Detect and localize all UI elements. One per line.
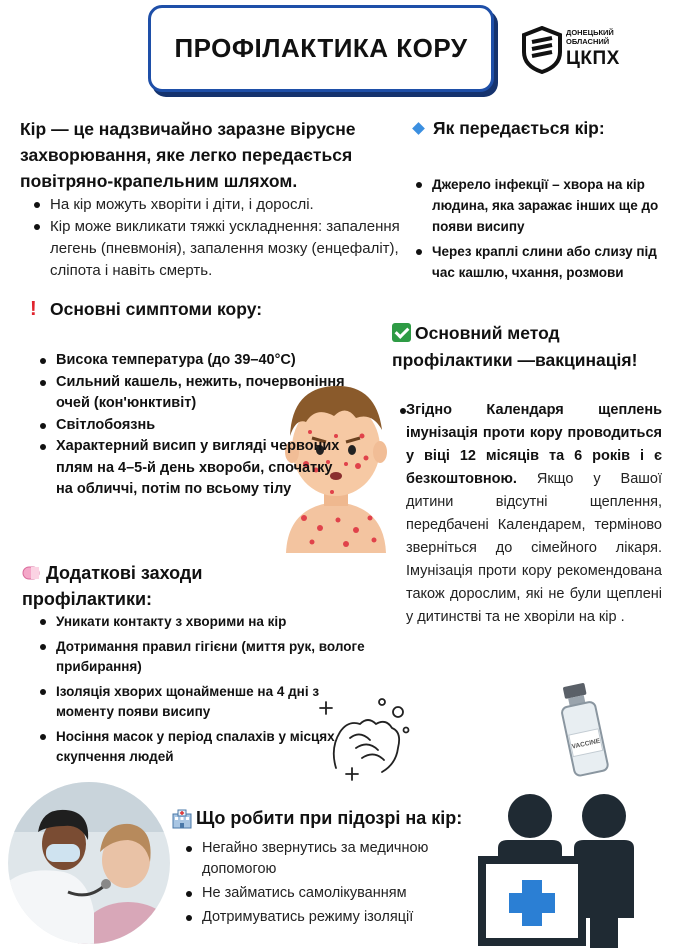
pill-icon [22, 566, 40, 580]
doctor-with-child-photo [8, 782, 170, 944]
page-title: ПРОФІЛАКТИКА КОРУ [174, 33, 468, 63]
list-item: Ізоляція хворих щонайменше на 4 дні з моменту появи висипу [36, 682, 366, 722]
check-mark-icon [392, 323, 411, 342]
list-item: Уникати контакту з хворими на кір [36, 612, 366, 632]
list-item: Сильний кашель, нежить, почервоніння очей (кон'юнктивіт) [36, 372, 346, 415]
hospital-icon [172, 809, 192, 829]
list-item: На кір можуть хворіти і діти, і дорослі. [30, 194, 400, 216]
symptoms-heading: ! Основні симптоми кору: [30, 298, 263, 320]
list-item: Через краплі слини або слизу під час кашлю, чхання, розмови [412, 241, 670, 283]
bullet [400, 408, 406, 414]
vaccine-label: VACCINE [571, 737, 601, 751]
list-item: Джерело інфекції – хвора на кір людина, яка заражає інших ще до появи висипу [412, 174, 670, 237]
vaccine-vial-icon [552, 680, 614, 780]
logo-name: ЦКПХ [566, 48, 620, 69]
title-box [148, 5, 494, 92]
transmission-heading: Як передається кір: [410, 118, 660, 139]
symptoms-list [36, 350, 346, 501]
vaccination-text [406, 399, 662, 629]
list-item: Носіння масок у період спалахів у місцях скупчення людей [36, 727, 366, 767]
list-item: Дотримання правил гігієни (миття рук, вологе прибирання) [36, 637, 366, 677]
organization-logo [520, 26, 630, 74]
list-item: Світлобоязнь [36, 415, 346, 437]
suspicion-heading: Що робити при підозрі на кір: [172, 808, 512, 829]
list-item: Кір може викликати тяжкі ускладнення: запалення легень (пневмонія), запалення мозку (енцефаліт), сліпота і навіть смерть. [30, 216, 400, 282]
diamond-icon [412, 122, 425, 135]
list-item: Дотримуватись режиму ізоляції [182, 907, 482, 928]
suspicion-list [182, 838, 482, 931]
exclamation-icon: ! [30, 298, 37, 320]
doctor-patient-icon [478, 788, 648, 948]
transmission-list [412, 174, 670, 287]
shield-logo-icon [520, 26, 564, 74]
vaccination-regular-text: Якщо у Вашої дитини відсутні щеплення, передбачені Календарем, терміново зверніться до сімейного лікаря. Імунізація проти кору рекомендована також дорослим, які не були щеплені у дитинстві та не хворіли на кір . [406, 471, 662, 625]
intro-text: Кір — це надзвичайно заразне вірусне захворювання, яке легко передається повітряно-крапельним шляхом. [20, 119, 356, 191]
logo-subtitle: ДОНЕЦЬКИЙ ОБЛАСНИЙ [566, 28, 614, 46]
list-item: Негайно звернутись за медичною допомогою [182, 838, 482, 880]
vaccination-heading: Основний метод профілактики —вакцинація! [392, 323, 638, 370]
list-item: Не займатись самолікуванням [182, 883, 482, 904]
extra-measures-heading: Додаткові заходи профілактики: [22, 563, 203, 609]
vaccination-bold-text: Згідно Календаря щеплень імунізація проти кору проводиться у віці 12 місяців та 6 років і є безкоштовною. [406, 402, 662, 487]
list-item: Висока температура (до 39–40°C) [36, 350, 346, 372]
list-item: Характерний висип у вигляді червоних плям на 4–5-й день хвороби, спочатку на обличчі, потім по всьому тілу [36, 436, 346, 501]
intro-list [30, 194, 400, 282]
hand-washing-icon [316, 688, 416, 783]
